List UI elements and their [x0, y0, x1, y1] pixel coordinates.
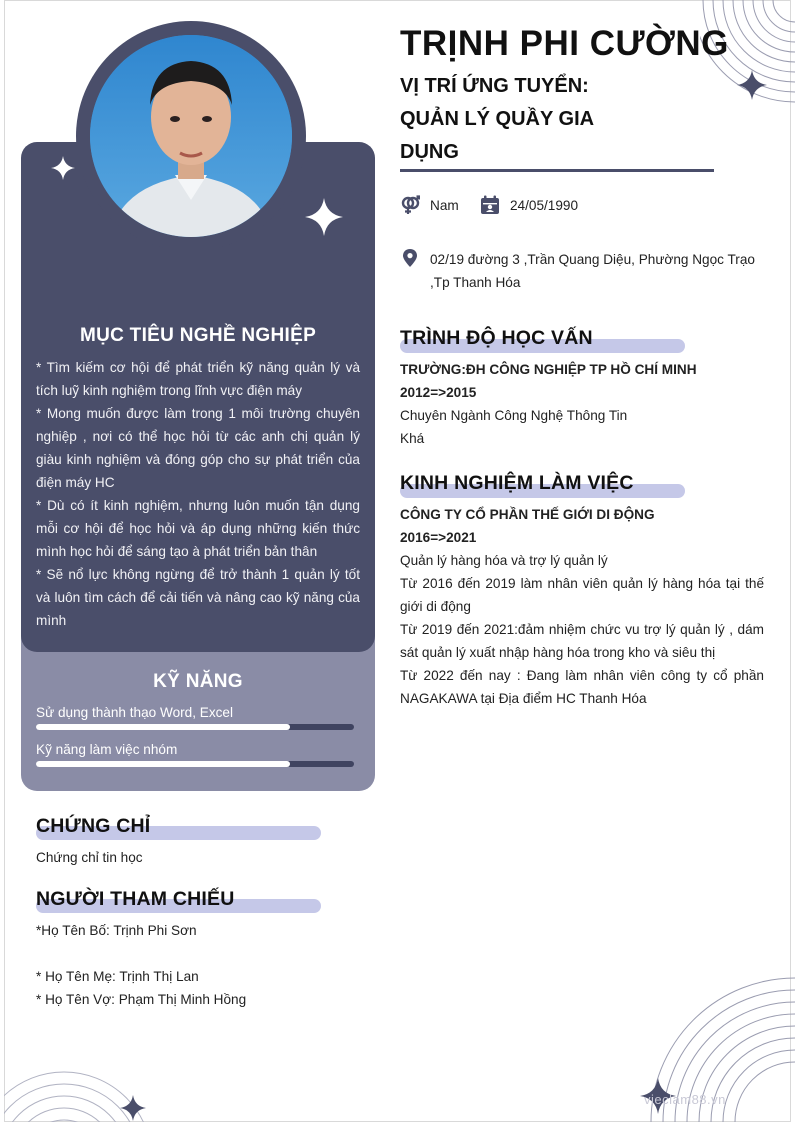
skill-bar-fill — [36, 761, 290, 767]
education-major: Chuyên Ngành Công Nghệ Thông Tin — [400, 408, 628, 423]
sparkle-icon — [305, 198, 343, 236]
experience-line: Quản lý hàng hóa và trợ lý quản lý — [400, 553, 608, 568]
sparkle-icon — [737, 70, 767, 100]
reference-item: * Họ Tên Mẹ: Trịnh Thị Lan — [36, 969, 199, 984]
position-line: QUẢN LÝ QUẦY GIA — [400, 108, 595, 130]
skill-item — [36, 742, 354, 767]
education-period: 2012=>2015 — [400, 385, 477, 400]
sparkle-icon — [51, 156, 75, 180]
candidate-name: TRỊNH PHI CƯỜNG — [400, 24, 729, 63]
header-divider — [400, 169, 714, 172]
objective-paragraph: * Tìm kiếm cơ hội để phát triển kỹ năng quản lý và tích luỹ kinh nghiệm trong lĩnh vực điện máy — [36, 360, 360, 398]
experience-company: CÔNG TY CỔ PHẦN THẾ GIỚI DI ĐỘNG — [400, 507, 655, 522]
certificates-title: CHỨNG CHỈ — [36, 815, 151, 837]
education-title: TRÌNH ĐỘ HỌC VẤN — [400, 327, 593, 349]
skill-bar — [36, 724, 354, 730]
experience-period: 2016=>2021 — [400, 530, 477, 545]
objective-title: MỤC TIÊU NGHỀ NGHIỆP — [79, 325, 317, 346]
skill-item — [36, 705, 354, 730]
skills-title: KỸ NĂNG — [153, 671, 243, 692]
position-line: VỊ TRÍ ỨNG TUYỂN: — [400, 75, 589, 97]
location-pin-icon — [400, 248, 420, 268]
position-title — [400, 70, 640, 169]
skill-label: Sử dụng thành thạo Word, Excel — [36, 705, 234, 720]
position-line: DỤNG — [400, 141, 459, 163]
objective-paragraph: * Dù có ít kinh nghiệm, nhưng luôn muốn tận dụng mỗi cơ hội để học hỏi và áp dụng những kiến thức mình học hỏi để sáng tạo à phát triển bản thân — [36, 498, 360, 559]
experience-title: KINH NGHIỆM LÀM VIỆC — [400, 472, 634, 494]
birthdate-value: 24/05/1990 — [510, 198, 579, 213]
address-line: 02/19 đường 3 ,Trần Quang Diệu, Phường Ngọc Trạo — [430, 252, 755, 267]
education-grade: Khá — [400, 431, 425, 446]
address-line: ,Tp Thanh Hóa — [430, 275, 521, 290]
skill-bar-fill — [36, 724, 290, 730]
objective-paragraph: * Mong muốn được làm trong 1 môi trường chuyên nghiệp , nơi có thể học hỏi từ các anh chị quản lý giàu kinh nghiệm và đóng góp cho sự phát triển của điện máy HC — [36, 406, 360, 490]
experience-details — [400, 549, 764, 710]
experience-line: Từ 2019 đến 2021:đảm nhiệm chức vu trợ lý quản lý , dám sát quản lý xuất nhập hàng hóa trong kho và siêu thị — [400, 622, 764, 660]
gender-value: Nam — [430, 198, 459, 213]
skill-label: Kỹ năng làm việc nhóm — [36, 742, 178, 757]
watermark: vieclam88.vn — [644, 1092, 726, 1107]
skill-bar — [36, 761, 354, 767]
education-school: TRƯỜNG:ĐH CÔNG NGHIỆP TP HỒ CHÍ MINH — [400, 362, 697, 377]
experience-line: Từ 2016 đến 2019 làm nhân viên quản lý hàng hóa tại thế giới di động — [400, 576, 764, 614]
certificate-item: Chứng chỉ tin học — [36, 850, 143, 865]
reference-item: *Họ Tên Bố: Trịnh Phi Sơn — [36, 923, 197, 938]
references-title: NGƯỜI THAM CHIẾU — [36, 888, 235, 910]
avatar — [90, 35, 292, 237]
calendar-icon — [480, 195, 500, 215]
experience-line: Từ 2022 đến nay : Đang làm nhân viên công ty cổ phần NAGAKAWA tại Địa điểm HC Thanh Hóa — [400, 668, 764, 706]
objective-text — [36, 356, 360, 632]
reference-item: * Họ Tên Vợ: Phạm Thị Minh Hồng — [36, 992, 247, 1007]
avatar-photo — [90, 35, 292, 237]
sparkle-icon — [120, 1095, 146, 1121]
gender-icon — [400, 195, 420, 215]
objective-paragraph: * Sẽ nổ lực không ngừng để trở thành 1 quản lý tốt và luôn tìm cách để cải tiến và nâng cao kỹ năng của mình — [36, 567, 360, 628]
